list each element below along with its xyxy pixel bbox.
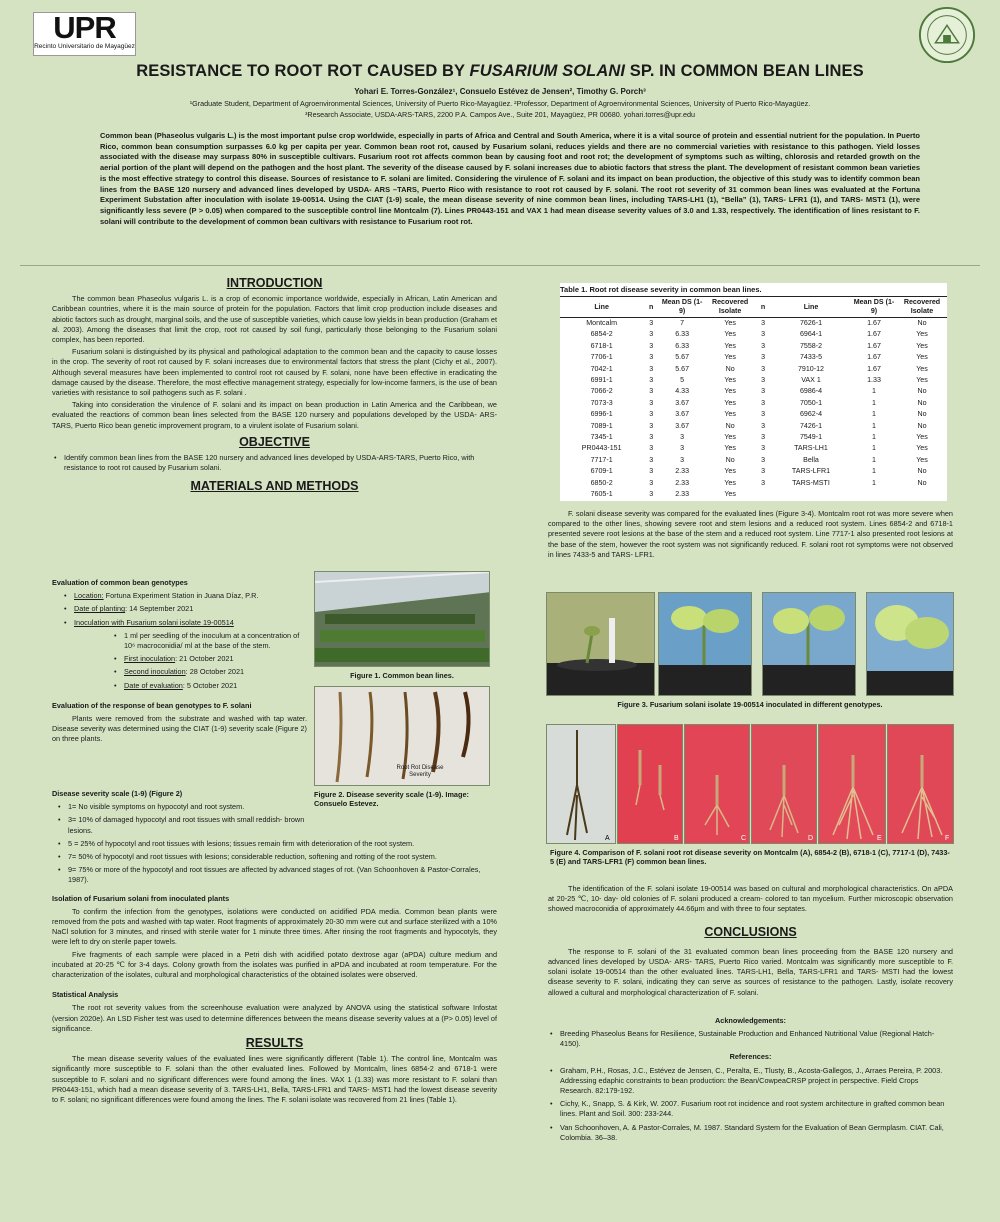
identification-text: The identification of the F. solani isolate 19-00514 was based on cultural and morphological characteristics. On aPDA at 20-25 ℃, 10- day- old colonies of F. solani produced a cream- colored to tan mycelium. Further microscopic observation showed macroconidia of approximately 44.66μm and with three to four septates. bbox=[548, 884, 953, 914]
intro-paragraph: Taking into consideration the virulence of F. solani and its impact on bean production in Latin America and the Caribbean, we evaluated the reactions of common bean lines selected from the BASE 120 nursery and populations developed by the USDA- ARS- TARS, Puerto Rico bean genetic improvement program, to a virulent isolate of Fusarium solani. bbox=[52, 400, 497, 430]
figure-4-photo-d bbox=[751, 724, 817, 844]
figure-3-photo-d bbox=[866, 592, 954, 696]
table-cell: No bbox=[725, 421, 735, 430]
table-row bbox=[560, 455, 947, 466]
figure-1-caption: Figure 1. Common bean lines. bbox=[350, 671, 454, 680]
table-cell: Yes bbox=[724, 478, 736, 487]
table-cell: 3 bbox=[761, 353, 766, 362]
table-cell: 3 bbox=[761, 341, 766, 350]
table-cell: Yes bbox=[724, 467, 736, 476]
intro-paragraph: Fusarium solani is distinguished by its physical and pathological adaptation to the common bean and the capacity to cause losses in the crop. The severity of root rot caused by F. solani increases due to environmental factors that stress the plant (Cichy et al., 2007). Although several measures have been implemented to control root rot caused by F. solani, none have been effective in eradicating the damage caused by the disease. Therefore, the most effective management strategy, especially for low-income farmers, is the use of bean varieties with resistance to soil pathogens such as F. solani . bbox=[52, 347, 497, 398]
figure-2-photo bbox=[314, 686, 490, 786]
table-cell: 3 bbox=[649, 330, 654, 339]
table-cell: No bbox=[725, 364, 735, 373]
table-cell: 7050-1 bbox=[799, 398, 823, 407]
table-cell: No bbox=[917, 478, 927, 487]
table-cell: 1 bbox=[872, 421, 876, 430]
table-cell: 7558-2 bbox=[799, 341, 823, 350]
table-cell: 1.67 bbox=[867, 341, 881, 350]
table-cell: 3 bbox=[649, 490, 654, 499]
figure-2-label: Root Rot Disease Severity bbox=[396, 765, 444, 778]
table-cell: VAX 1 bbox=[801, 376, 821, 385]
table-cell: 1.67 bbox=[867, 353, 881, 362]
figure-4-caption: Figure 4. Comparison of F. solani root rot disease severity on Montcalm (A), 6854-2 (B), 6718-1 (C), 7717-1 (D), 7433-5 (E) and TARS-LFR1 (F) common bean lines. bbox=[550, 848, 950, 866]
table-cell: Yes bbox=[724, 376, 736, 385]
reference-item: • Cichy, K., Snapp, S. & Kirk, W. 2007. Fusarium root rot incidence and root system architecture in grafted common bean lines. Plant and Soil. 300: 233-244. bbox=[548, 1099, 953, 1119]
table-cell: 3 bbox=[649, 353, 654, 362]
table-cell: 1 bbox=[872, 455, 876, 464]
table-cell: 7549-1 bbox=[799, 433, 823, 442]
table-row bbox=[560, 478, 947, 489]
table-cell: Bella bbox=[803, 455, 819, 464]
table-cell: 3 bbox=[649, 421, 654, 430]
table-cell: Montcalm bbox=[586, 319, 618, 327]
table-row bbox=[560, 432, 947, 443]
table-cell: 1.33 bbox=[867, 376, 881, 385]
table-cell: PR0443-151 bbox=[581, 444, 622, 453]
scale-heading: Disease severity scale (1-9) (Figure 2) bbox=[52, 789, 183, 798]
authors: Yohari E. Torres-González¹, Consuelo Estévez de Jensen², Timothy G. Porch³ bbox=[354, 87, 646, 96]
col-header: n bbox=[755, 297, 771, 318]
table-cell: 7066-2 bbox=[590, 387, 613, 396]
right-lower bbox=[548, 884, 953, 1146]
response-text: Plants were removed from the substrate and washed with tap water. Disease severity was determined using the CIAT (1-9) severity scale (Figure 2) on three plants. bbox=[52, 714, 307, 744]
table-cell: 7345-1 bbox=[590, 433, 613, 442]
figure-4-letter: C bbox=[741, 835, 747, 842]
second-inoculation-item: • Second inoculation: 28 October 2021 bbox=[112, 667, 307, 677]
table-cell: No bbox=[917, 410, 927, 419]
table-cell: Yes bbox=[724, 330, 736, 339]
table-caption: Table 1. Root rot disease severity in common bean lines. bbox=[560, 283, 947, 297]
reference-item: • Graham, P.H., Rosas, J.C., Estévez de Jensen, C., Peralta, E., Tlusty, B., Acosta-Gallegos, J., Arraes Pereira, P. 2003. Addressing edaphic constraints to bean production: the Bean/CowpeaCRSP project in perspective. Field Crops Research. 82:179-192. bbox=[548, 1066, 953, 1097]
table-row bbox=[560, 466, 947, 477]
table-cell: 3 bbox=[761, 330, 766, 339]
table-cell: 7717-1 bbox=[590, 455, 613, 464]
table-cell: 7626-1 bbox=[799, 319, 823, 327]
table-cell: 3 bbox=[649, 455, 654, 464]
col-header: Mean DS (1-9) bbox=[851, 297, 897, 318]
figure-4-letter: B bbox=[674, 835, 679, 842]
table-cell: TARS-MSTI bbox=[792, 478, 830, 487]
table-cell: 1.67 bbox=[867, 330, 881, 339]
results-text: The mean disease severity values of the evaluated lines were significantly different (Table 1). The control line, Montcalm was significantly more susceptible to F. solani than the other evaluated lines. Followed by Montcalm, lines 6854-2 and 6718-1 were susceptible to F. solani and no significant differences were found among the lines. VAX 1 (1.33) was more resistant to F. solani than PR0443-151, which had a mean disease severity of 3. TARS-LH1, Bella, TARS-LFR1 and TARS- MST1 had the lowest disease severity to F. solani; no significant differences were found among the lines. The F. solani isolate was recovered from 21 lines (Table 1). bbox=[52, 1054, 497, 1105]
table-cell: Yes bbox=[916, 376, 928, 385]
references-heading: References: bbox=[729, 1052, 772, 1062]
inoculum-item: • 1 ml per seedling of the inoculum at a concentration of 10⁶ macroconidia/ ml at the base of the stem. bbox=[112, 631, 307, 651]
table-cell: 3.67 bbox=[675, 398, 690, 407]
table-row bbox=[560, 386, 947, 397]
reference-item: • Van Schoonhoven, A. & Pastor-Corrales, M. 1987. Standard System for the Evaluation of Bean Germplasm. CIAT. Cali, Colombia. 36–38. bbox=[548, 1123, 953, 1143]
university-seal-icon bbox=[918, 6, 976, 64]
planting-date-item: • Date of planting: 14 September 2021 bbox=[62, 604, 307, 614]
table-cell: 1.67 bbox=[867, 364, 881, 373]
table-cell: 4.33 bbox=[675, 387, 690, 396]
poster-title: RESISTANCE TO ROOT ROT CAUSED BY FUSARIUM SOLANI SP. IN COMMON BEAN LINES bbox=[136, 62, 864, 80]
table-cell: Yes bbox=[724, 387, 736, 396]
table-cell bbox=[771, 489, 851, 500]
affiliation-2: ³Research Associate, USDA-ARS-TARS, 2200 P.A. Campos Ave., Suite 201, Mayagüez, PR 00680. yohari.torres@upr.edu bbox=[304, 110, 696, 119]
first-inoculation-item: • First inoculation: 21 October 2021 bbox=[112, 654, 307, 664]
table-cell: 1.67 bbox=[867, 319, 881, 327]
table-cell: 3.67 bbox=[675, 410, 690, 419]
logo-text: UPR bbox=[53, 10, 116, 45]
methods-heading: MATERIALS AND METHODS bbox=[190, 479, 359, 494]
conclusions-text: The response to F. solani of the 31 evaluated common bean lines proceeding from the BASE 120 nursery and advanced lines developed by USDA- ARS- TARS, Puerto Rico varied. Montcalm was significantly more susceptible to F. solani isolate 19-00514 than the other evaluated lines. TARS-LH1, Bella, TARS-LFR1 and TARS- MSTI had the lowest disease severity to F. solani, indicating they can serve as sources of resistance to the pathogen. Lastly, isolate recovery allowed a cultural and morphological characterization of F. solani. bbox=[548, 946, 953, 997]
figure-4-photo-c bbox=[684, 724, 750, 844]
affiliation-1: ¹Graduate Student, Department of Agroenvironmental Sciences, University of Puerto Rico-Mayagüez. ²Professor, Department of Agroenvironmental Sciences, University of Puerto Rico-Mayagüez. bbox=[189, 99, 811, 108]
table-cell: 3 bbox=[680, 433, 685, 442]
table-cell: 3 bbox=[761, 410, 766, 419]
table-cell: 7706-1 bbox=[590, 353, 613, 362]
table-cell: 7605-1 bbox=[590, 490, 613, 499]
table-cell: TARS-LH1 bbox=[794, 444, 828, 453]
figure-1-photo bbox=[314, 571, 490, 667]
table-cell: Yes bbox=[724, 341, 736, 350]
table-cell: Yes bbox=[724, 433, 736, 442]
table-cell: 1 bbox=[872, 398, 876, 407]
table-cell: 6.33 bbox=[675, 341, 690, 350]
table-cell: 3 bbox=[761, 376, 766, 385]
severity-table bbox=[560, 297, 947, 501]
divider bbox=[20, 265, 980, 266]
table-cell bbox=[851, 489, 897, 500]
table-cell: 5.67 bbox=[675, 364, 690, 373]
col-header: Line bbox=[560, 297, 643, 318]
severity-comparison-text: F. solani disease severity was compared for the evaluated lines (Figure 3-4). Montcalm root rot was more severe when compared to the other lines, showing severe root and stem lesions and a reduced root system. Lines 6854-2 and 6718-1 presented severe root lesions at the base of the stem and a reduced root system. Line 7717-1 also presented root lesions at the base of the stem, however the root system was not significantly reduced. F. solani root rot symptoms were not observed in lines 7433-5 and TARS- LFR1. bbox=[548, 509, 953, 559]
logo-subtitle: Recinto Universitario de Mayagüez bbox=[34, 43, 135, 50]
figure-3-caption: Figure 3. Fusarium solani isolate 19-00514 inoculated in different genotypes. bbox=[617, 700, 883, 709]
figure-4-letter: E bbox=[877, 835, 882, 842]
figure-3-photo-c bbox=[762, 592, 856, 696]
figure-2-caption: Figure 2. Disease severity scale (1-9). Image: Consuelo Estevez. bbox=[314, 790, 469, 808]
table-cell: No bbox=[917, 398, 927, 407]
col-header: Recovered Isolate bbox=[705, 297, 755, 318]
table-cell: 3 bbox=[761, 387, 766, 396]
table-cell: 6964-1 bbox=[799, 330, 823, 339]
scale-item: • 9= 75% or more of the hypocotyl and root tissues are affected by advanced stages of rot. (Van Schoonhoven & Pastor-Corrales, 1987). bbox=[56, 865, 497, 885]
table-cell: Yes bbox=[724, 490, 736, 499]
scale-block bbox=[52, 783, 497, 1107]
acknowledgement-item: • Breeding Phaseolus Beans for Resilience, Sustainable Production and Enhanced Nutritional Value (Regional Hatch-4150). bbox=[548, 1029, 953, 1049]
table-cell: Yes bbox=[916, 364, 928, 373]
table-cell: 3 bbox=[680, 455, 685, 464]
objective-text: • Identify common bean lines from the BASE 120 nursery and advanced lines developed by USDA-ARS-TARS, Puerto Rico, with resistance to root rot caused by Fusarium solani. bbox=[52, 453, 497, 473]
table-1 bbox=[560, 283, 947, 501]
figure-4-photo-b bbox=[617, 724, 683, 844]
col-header: Recovered Isolate bbox=[897, 297, 947, 318]
table-cell: 7433-5 bbox=[799, 353, 823, 362]
table-cell: Yes bbox=[724, 410, 736, 419]
table-cell: Yes bbox=[724, 398, 736, 407]
table-cell bbox=[755, 489, 771, 500]
table-cell: 3 bbox=[649, 319, 654, 327]
evaluation-block bbox=[52, 572, 307, 747]
table-cell: 6991-1 bbox=[590, 376, 613, 385]
table-cell: 6709-1 bbox=[590, 467, 613, 476]
table-cell: 3 bbox=[680, 444, 685, 453]
figure-4-letter: F bbox=[945, 835, 950, 842]
table-cell: 3.67 bbox=[675, 421, 690, 430]
figure-4-letter: D bbox=[808, 835, 814, 842]
table-cell bbox=[897, 489, 947, 500]
table-row bbox=[560, 409, 947, 420]
table-cell: 3 bbox=[649, 398, 654, 407]
table-cell: No bbox=[725, 455, 735, 464]
conclusions-heading: CONCLUSIONS bbox=[704, 924, 797, 939]
table-cell: 3 bbox=[761, 364, 766, 373]
table-cell: No bbox=[917, 319, 927, 327]
figure-3-photo-a bbox=[546, 592, 655, 696]
table-cell: 3 bbox=[761, 478, 766, 487]
figure-3-photo-b bbox=[658, 592, 752, 696]
table-cell: 3 bbox=[761, 455, 766, 464]
table-cell: 2.33 bbox=[675, 467, 690, 476]
table-cell: 6996-1 bbox=[590, 410, 613, 419]
table-cell: 1 bbox=[872, 467, 876, 476]
table-header-row bbox=[560, 297, 947, 318]
table-cell: 2.33 bbox=[675, 478, 690, 487]
table-cell: No bbox=[917, 421, 927, 430]
table-cell: 3 bbox=[649, 364, 654, 373]
statistics-text: The root rot severity values from the screenhouse evaluation were analyzed by ANOVA using the statistical software Infostat (version 2020e). An LSD Fisher test was used to determine differences between the means disease severity values at a (P> 0.05) level of significance. bbox=[52, 1003, 497, 1033]
table-row bbox=[560, 318, 947, 330]
table-row bbox=[560, 489, 947, 500]
objective-heading: OBJECTIVE bbox=[239, 434, 310, 449]
right-column bbox=[548, 509, 953, 562]
table-row bbox=[560, 364, 947, 375]
table-cell: 3 bbox=[761, 444, 766, 453]
table-cell: Yes bbox=[916, 341, 928, 350]
scale-item: • 5 = 25% of hypocotyl and root tissues with lesions; tissues remain firm with deterioration of the root system. bbox=[56, 839, 497, 849]
col-header: Mean DS (1-9) bbox=[659, 297, 705, 318]
acknowledgements-heading: Acknowledgements: bbox=[715, 1015, 786, 1025]
table-cell: 1 bbox=[872, 410, 876, 419]
table-row bbox=[560, 329, 947, 340]
table-cell: 3 bbox=[761, 433, 766, 442]
table-cell: Yes bbox=[916, 330, 928, 339]
table-cell: 3 bbox=[649, 444, 654, 453]
table-cell: 1 bbox=[872, 387, 876, 396]
table-cell: 6986-4 bbox=[799, 387, 823, 396]
table-cell: 3 bbox=[761, 398, 766, 407]
table-cell: 6.33 bbox=[675, 330, 690, 339]
col-header: n bbox=[643, 297, 659, 318]
table-cell: No bbox=[917, 467, 927, 476]
table-cell: Yes bbox=[916, 433, 928, 442]
table-cell: 7073-3 bbox=[590, 398, 613, 407]
table-cell: 7910-12 bbox=[797, 364, 824, 373]
figure-4-letter: A bbox=[605, 835, 610, 842]
table-cell: 6850-2 bbox=[590, 478, 613, 487]
response-heading: Evaluation of the response of bean genotypes to F. solani bbox=[52, 700, 252, 710]
table-cell: Yes bbox=[916, 353, 928, 362]
evaluation-heading: Evaluation of common bean genotypes bbox=[52, 578, 188, 587]
figure-4-photo-a bbox=[546, 724, 616, 844]
statistics-heading: Statistical Analysis bbox=[52, 990, 119, 1000]
table-cell: 7089-1 bbox=[590, 421, 613, 430]
table-cell: Yes bbox=[724, 319, 736, 327]
table-cell: 6718-1 bbox=[590, 341, 613, 350]
table-cell: 1 bbox=[872, 444, 876, 453]
scale-item: • 1= No visible symptoms on hypocotyl and root system. bbox=[56, 802, 306, 812]
results-heading: RESULTS bbox=[245, 1036, 304, 1051]
figure-4-photo-f bbox=[887, 724, 954, 844]
table-row bbox=[560, 375, 947, 386]
table-cell: 3 bbox=[649, 478, 654, 487]
table-cell: 3 bbox=[761, 421, 766, 430]
table-cell: 6962-4 bbox=[799, 410, 823, 419]
table-cell: 1 bbox=[872, 478, 876, 487]
table-cell: 5 bbox=[680, 376, 685, 385]
intro-heading: INTRODUCTION bbox=[226, 276, 323, 290]
abstract: Common bean (Phaseolus vulgaris L.) is the most important pulse crop worldwide, especially in parts of Africa and Central and South America, where it is a vital source of protein and essential nutrient for the population. In Puerto Rico, common bean consumption surpasses 6.0 kg per capita per year. Common bean root rot, caused by Fusarium solani, reduces yields and there are no commercial varieties with resistance to this pathogen. Yield losses associated with the disease may surpass 80% in susceptible cultivars. Fusarium root rot affects common bean by causing foot and root rot; the development of symptoms such as wilting, chlorosis and retarded growth on the aerial portion of the plant will depend on the pathogen and the host plant. The severity of the disease caused by F. solani increases due to abiotic factors that stress the plant. The development of resistant common bean varieties is the most effective strategy to control this disease. Sources of resistance to F. solani are limited. Considering the virulence of F. solani and its impact on bean production, the objective of this study was to identify common bean lines from the BASE 120 nursery and advanced lines developed by USDA- ARS –TARS, Puerto Rico with resistance to root rot caused by F. solani. The root rot severity of 31 common bean lines was evaluated at the Fortuna Experiment Substation after inoculation with isolate 19-00514. Using the CIAT (1-9) scale, the mean disease severity of nine common bean lines, including TARS-LH1 (1), “Bella” (1), TARS- LFR1 (1), and TARS- MST1 (1), were significantly less severe (P > 0.05) when compared to the susceptible control line Montcalm (7). Lines PR0443-151 and VAX 1 had mean disease severity values of 3.0 and 1.33, respectively. The identification of lines resistant to F. solani will contribute to the development of common bean cultivars with resistance to Fusarium root rot. bbox=[100, 131, 920, 226]
evaluation-date-item: • Date of evaluation: 5 October 2021 bbox=[112, 681, 307, 691]
table-row bbox=[560, 443, 947, 454]
figure-4-photo-e bbox=[818, 724, 886, 844]
table-cell: Yes bbox=[916, 455, 928, 464]
table-cell: 7 bbox=[680, 319, 685, 327]
table-cell: 3 bbox=[649, 410, 654, 419]
isolation-paragraph: Five fragments of each sample were placed in a Petri dish with acidified potato dextrose agar (aPDA) culture medium and incubated at 20-25 ℃ for 3-4 days. Colony growth from the isolates was purified in aPDA and incubated at room temperature. For the characterization of the isolates, cultural and morphological characteristics of the obtained isolates were observed. bbox=[52, 949, 497, 980]
table-cell: 2.33 bbox=[675, 490, 690, 499]
table-cell: 3 bbox=[761, 467, 766, 476]
table-cell: 3 bbox=[649, 433, 654, 442]
table-row bbox=[560, 421, 947, 432]
table-cell: Yes bbox=[724, 444, 736, 453]
table-cell: Yes bbox=[916, 444, 928, 453]
table-cell: 5.67 bbox=[675, 353, 690, 362]
inoculation-item: • Inoculation with Fusarium solani isolate 19-00514 bbox=[62, 618, 307, 628]
scale-item: • 3= 10% of damaged hypocotyl and root tissues with small reddish- brown lesions. bbox=[56, 815, 306, 835]
table-cell: 7042-1 bbox=[590, 364, 613, 373]
table-cell: 3 bbox=[649, 341, 654, 350]
table-row bbox=[560, 341, 947, 352]
table-row bbox=[560, 398, 947, 409]
table-cell: Yes bbox=[724, 353, 736, 362]
intro-paragraph: The common bean Phaseolus vulgaris L. is a crop of economic importance worldwide, especially in African, Latin American and Caribbean countries, where it is the main source of protein for the population. Factors that limit crop production include diseases and abiotic factors such as drought, marginal soils, and the use of susceptible varieties, which cause low yields in bean production (Graham et al. 2003). Among the diseases that limit the crop, root rot caused by soil fungi, particularly those belonging to the Fusarium solani complex, has been reported. bbox=[52, 294, 497, 345]
table-cell: 6854-2 bbox=[590, 330, 613, 339]
table-cell: 3 bbox=[761, 319, 766, 327]
table-cell: 3 bbox=[649, 376, 654, 385]
table-cell: 1 bbox=[872, 433, 876, 442]
location-item: • Location: Fortuna Experiment Station in Juana Díaz, P.R. bbox=[62, 591, 307, 601]
table-cell: 7426-1 bbox=[799, 421, 823, 430]
table-cell: 3 bbox=[649, 467, 654, 476]
left-column bbox=[52, 274, 497, 498]
isolation-paragraph: To confirm the infection from the genotypes, isolations were conducted on acidified PDA media. Common bean plants were removed from the pots and washed with tap water. Root fragments of approximately 20-30 mm were cut and surface sterilized with a 10% NaCl solution for 3 minutes, and rinsed with sterile water for 1 minute three times. After rinsing the root fragments and hypocotyls, they were left to dry on sterile paper towels. bbox=[52, 906, 497, 947]
table-row bbox=[560, 352, 947, 363]
isolation-heading: Isolation of Fusarium solani from inoculated plants bbox=[52, 893, 230, 903]
col-header: Line bbox=[771, 297, 851, 318]
table-cell: 3 bbox=[649, 387, 654, 396]
scale-item: • 7= 50% of hypocotyl and root tissues with lesions; considerable reduction, softening and rotting of the root system. bbox=[56, 852, 497, 862]
upr-logo bbox=[33, 12, 136, 56]
table-cell: TARS-LFR1 bbox=[791, 467, 831, 476]
table-cell: No bbox=[917, 387, 927, 396]
